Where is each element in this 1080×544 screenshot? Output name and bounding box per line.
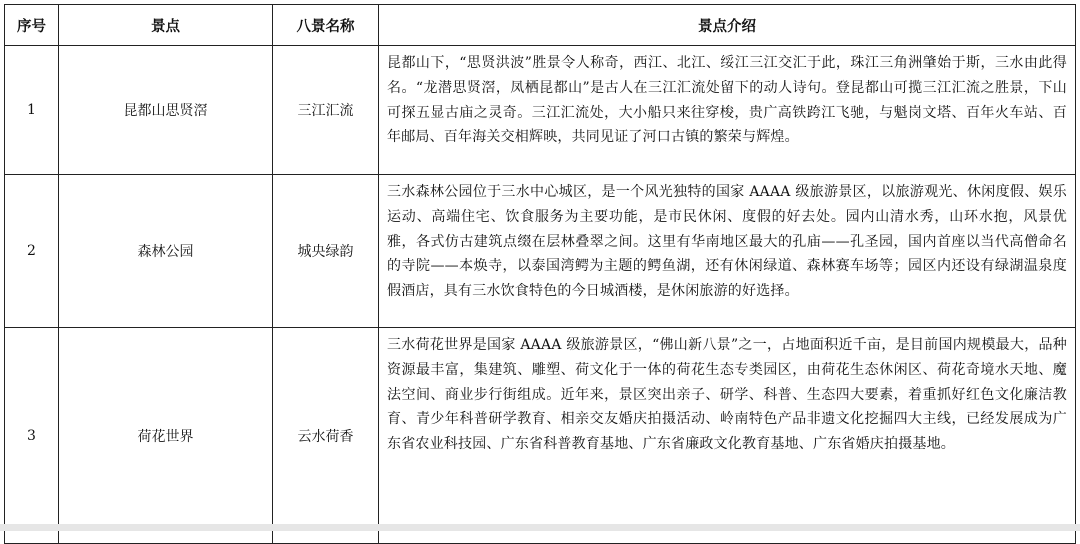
table-row	[5, 175, 1076, 328]
row-scene-name: 云水荷香	[273, 328, 379, 544]
row-spot: 森林公园	[59, 175, 273, 328]
row-intro: 三水荷花世界是国家 AAAA 级旅游景区，“佛山新八景”之一，占地面积近千亩，是目前国内规模最大，品种资源最丰富，集建筑、雕塑、荷文化于一体的荷花生态专类园区，由荷花生态休闲区、荷花奇境水天地、魔法空间、商业步行街组成。近年来，景区突出亲子、研学、科普、生态四大要素，着重抓好红色文化廉洁教育、青少年科普研学教育、相亲交友婚庆拍摄活动、岭南特色产品非遗文化挖掘四大主线，已经发展成为广东省农业科技园、广东省科普教育基地、广东省廉政文化教育基地、广东省婚庆拍摄基地。	[379, 328, 1076, 544]
row-intro: 昆都山下，“思贤洪波”胜景令人称奇，西江、北江、绥江三江交汇于此，珠江三角洲肇始于斯，三水由此得名。“龙潜思贤滘，凤栖昆都山”是古人在三江汇流处留下的动人诗句。登昆都山可揽三江汇流之胜景，下山可探五显古庙之灵奇。三江汇流处，大小船只来往穿梭，贵广高铁跨江飞驰，与魁岗文塔、百年火车站、百年邮局、百年海关交相辉映，共同见证了河口古镇的繁荣与辉煌。	[379, 46, 1076, 175]
table-row	[5, 46, 1076, 175]
table-row	[5, 328, 1076, 544]
scenic-spots-table	[4, 4, 1076, 544]
header-scene-name: 八景名称	[273, 5, 379, 46]
header-row	[5, 5, 1076, 46]
header-no: 序号	[5, 5, 59, 46]
bottom-scroll-strip	[0, 524, 1080, 531]
row-no: 2	[5, 175, 59, 328]
row-spot: 荷花世界	[59, 328, 273, 544]
row-spot: 昆都山思贤滘	[59, 46, 273, 175]
row-scene-name: 三江汇流	[273, 46, 379, 175]
row-no: 1	[5, 46, 59, 175]
header-intro: 景点介绍	[379, 5, 1076, 46]
row-intro: 三水森林公园位于三水中心城区，是一个风光独特的国家 AAAA 级旅游景区，以旅游观光、休闲度假、娱乐运动、高端住宅、饮食服务为主要功能，是市民休闲、度假的好去处。园内山清水秀，山环水抱，风景优雅，各式仿古建筑点缀在层林叠翠之间。这里有华南地区最大的孔庙——孔圣园，国内首座以当代高僧命名的寺院——本焕寺，以泰国湾鳄为主题的鳄鱼湖，还有休闲绿道、森林赛车场等；园区内还设有绿湖温泉度假酒店，具有三水饮食特色的今日城酒楼，是休闲旅游的好选择。	[379, 175, 1076, 328]
row-scene-name: 城央绿韵	[273, 175, 379, 328]
header-spot: 景点	[59, 5, 273, 46]
row-no: 3	[5, 328, 59, 544]
